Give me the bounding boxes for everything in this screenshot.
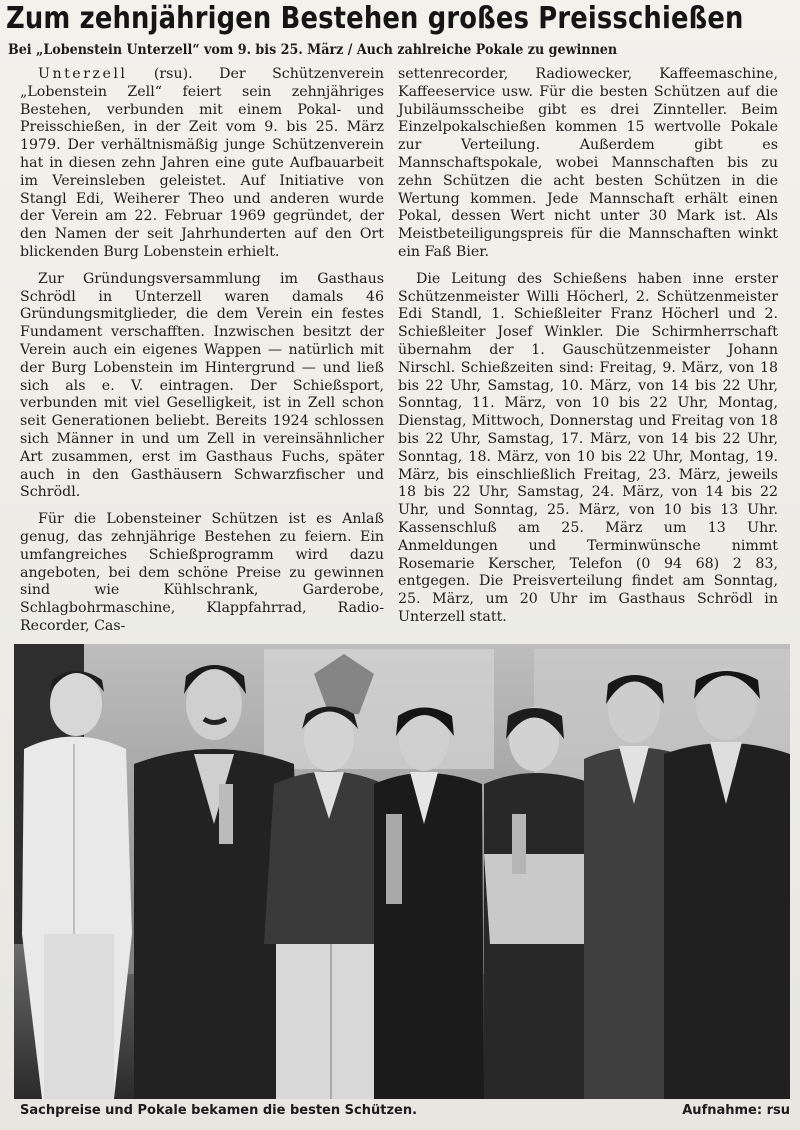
paragraph-3: Für die Lobensteiner Schützen ist es Anlaß genug, das zehnjährige Bestehen zu feiern. Ein umfangreiches Schießprogramm wird dazu angeboten, bei dem schöne Preise zu gewinnen sind wie Kühlschrank, Garderobe, Schlagbohrmaschine, Klappfahrrad, Radio-Recorder, Cas- [20,511,384,634]
photo-credit: Aufnahme: rsu [682,1103,790,1118]
paragraph-5: Die Leitung des Schießens haben inne erster Schützenmeister Willi Höcherl, 2. Schützenmeister Edi Standl, 1. Schießleiter Franz Höcherl und 2. Schießleiter Josef Winkler. Die Schirmherrschaft übernahm der 1. Gauschützenmeister Johann Nirschl. Schießzeiten sind: Freitag, 9. März, von 18 bis 22 Uhr, Samstag, 10. März, von 14 bis 22 Uhr, Sonntag, 11. März, von 10 bis 22 Uhr, Montag, Dienstag, Mittwoch, Donnerstag und Freitag von 18 bis 22 Uhr, Samstag, 17. März, von 14 bis 22 Uhr, Sonntag, 18. März, von 10 bis 22 Uhr, Montag, 19. März, bis einschließlich Freitag, 23. März, jeweils 18 bis 22 Uhr, Samstag, 24. März, von 14 bis 22 Uhr, und Sonntag, 25. März, von 10 bis 13 Uhr. Kassenschluß am 25. März um 13 Uhr. Anmeldungen und Terminwünsche nimmt Rosemarie Kerscher, Telefon (0 94 68) 2 83, entgegen. Die Preisverteilung findet am Sonntag, 25. März, um 20 Uhr im Gasthaus Schrödl in Unterzell statt. [398,270,778,625]
subheadline: Bei „Lobenstein Unterzell“ vom 9. bis 25. März / Auch zahlreiche Pokale zu gewinnen [8,42,618,58]
article-column-right [398,66,778,627]
paragraph-1-text: (rsu). Der Schützenverein „Lobenstein Zell“ feiert sein zehnjähriges Bestehen, verbunden mit einem Pokal- und Preisschießen, in der Zeit vom 9. bis 25. März 1979. Der verhältnismäßig junge Schützenverein hat in diesen zehn Jahren eine gute Aufbauarbeit im Vereinsleben geleistet. Auf Initiative von Stangl Edi, Weiherer Theo und anderen wurde der Verein am 22. Februar 1969 gegründet, der den Namen der seit Jahrhunderten auf den Ort blickenden Burg Lobenstein erhielt. [20,66,384,260]
article-column-left [20,66,384,636]
paragraph-1 [20,66,384,262]
photo-caption: Sachpreise und Pokale bekamen die besten Schützen. [20,1103,418,1118]
dateline: Unterzell [38,66,128,82]
paragraph-2: Zur Gründungsversammlung im Gasthaus Schrödl in Unterzell waren damals 46 Gründungsmitglieder, die dem Verein ein festes Fundament verschafften. Inzwischen besitzt der Verein auch ein eigenes Wappen — natürlich mit der Burg Lobenstein im Hintergrund — und ließ sich als e. V. eintragen. Der Schießsport, verbunden mit viel Geselligkeit, ist in Zell schon seit Generationen beliebt. Bereits 1924 schlossen sich Männer in und um Zell in vereinsähnlicher Art zusammen, erst im Gasthaus Fuchs, später auch in den Gasthäusern Schwarzfischer und Schrödl. [20,270,384,501]
group-photo-image [14,644,790,1099]
headline: Zum zehnjährigen Bestehen großes Preisschießen [6,1,744,36]
group-photo [14,644,790,1099]
paragraph-4: settenrecorder, Radiowecker, Kaffeemaschine, Kaffeeservice usw. Für die besten Schützen auf die Jubiläumsscheibe gibt es drei Zinnteller. Beim Einzelpokalschießen kommen 15 wertvolle Pokale zur Verteilung. Außerdem gibt es Mannschaftspokale, wobei Mannschaften bis zu zehn Schützen die acht besten Schützen in die Wertung kommen. Jede Mannschaft erhält einen Pokal, dessen Wert nicht unter 30 Mark ist. Als Meistbeteiligungspreis für die Mannschaften winkt ein Faß Bier. [398,66,778,260]
